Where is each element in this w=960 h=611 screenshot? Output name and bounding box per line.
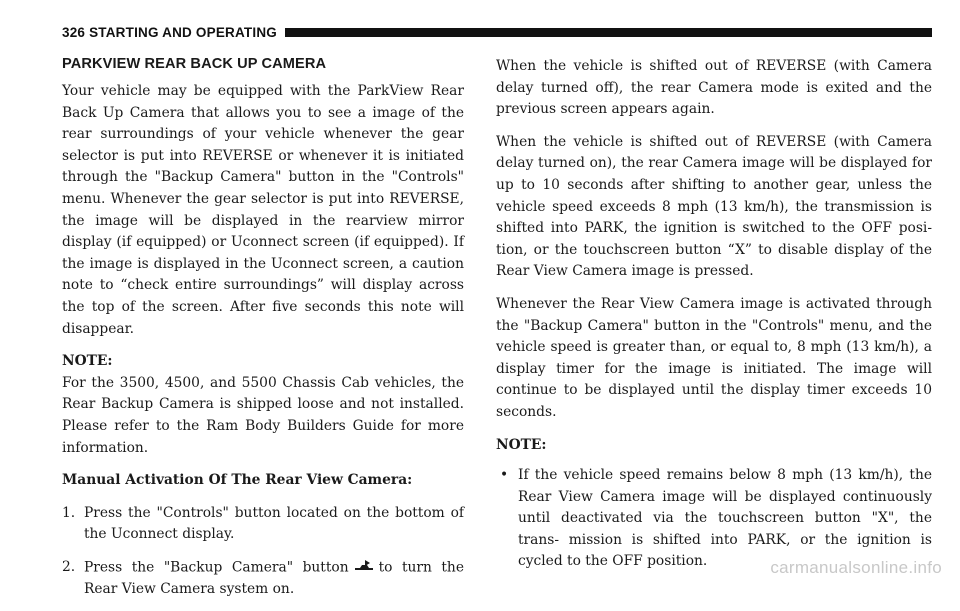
section-title: STARTING AND OPERATING <box>89 24 277 40</box>
step-number: 1. <box>62 504 76 521</box>
page-number: 326 <box>62 24 86 40</box>
step-text-before: Press the "Backup Camera" button <box>84 559 349 576</box>
bullet-glyph: • <box>500 467 509 484</box>
paragraph-reverse-delay-on: When the vehicle is shifted out of REVERSE (with Camera delay turned on), the rear Camera image will be displayed for up to 10 seconds after shifting to another gear, unless the vehicle speed exceeds 8 mph (13 km/h), the transmission is shifted into PARK, the ignition is switched to the OFF posi- tion, or the touchscreen button “X” to disable display of the Rear View Camera image is pressed. <box>496 133 932 280</box>
intro-paragraph: Your vehicle may be equipped with the ParkView Rear Back Up Camera that allows you to see a image of the rear surroundings of your vehicle whenever the gear selector is put into REVERSE or whenever it is initiated through the "Backup Camera" button in the "Controls" menu. Whenever the gear selector is put into REVERSE, the image will be displayed in the rearview mirror display (if equipped) or Uconnect screen (if equipped). If the image is displayed in the Uconnect screen, a caution note to “check entire surroundings” will display across the top of the screen. After five seconds this note will disappear. <box>62 83 464 337</box>
paragraph-manual-timer: Whenever the Rear View Camera image is activated through the "Backup Camera" button in the "Controls" menu, and the vehicle speed is greater than, or equal to, 8 mph (13 km/h), a display timer for the image is initiated. The image will continue to be displayed until the display timer exceeds 10 seconds. <box>496 295 932 420</box>
manual-activation-heading: Manual Activation Of The Rear View Camera: <box>62 472 413 489</box>
note-label: NOTE: <box>496 436 547 453</box>
note-bullets <box>496 465 932 573</box>
watermark: carmanualsonline.info <box>770 558 942 577</box>
right-column <box>496 56 932 573</box>
note-label: NOTE: <box>62 353 113 370</box>
paragraph-reverse-delay-off: When the vehicle is shifted out of REVERSE (with Camera delay turned off), the rear Camera mode is exited and the previous screen appears again. <box>496 58 932 118</box>
step-text: Press the "Controls" button located on the bottom of the Uconnect display. <box>84 504 464 543</box>
list-item <box>62 557 464 600</box>
page-header-text <box>62 25 277 40</box>
step-number: 2. <box>62 558 76 575</box>
header-rule <box>285 28 932 37</box>
steps-list <box>62 503 464 601</box>
note-paragraph: For the 3500, 4500, and 5500 Chassis Cab vehicles, the Rear Backup Camera is shipped loose and not installed. Please refer to the Ram Body Builders Guide for more information. <box>62 374 464 456</box>
page-header <box>62 22 932 42</box>
left-column <box>62 56 464 611</box>
list-item <box>496 465 932 573</box>
section-heading: PARKVIEW REAR BACK UP CAMERA <box>62 56 327 72</box>
list-item <box>62 503 464 546</box>
step-text-after: to turn the Rear View Camera system on. <box>84 559 464 597</box>
bullet-text: If the vehicle speed remains below 8 mph (13 km/h), the Rear View Camera image will be displayed continuously until deactivated via the touchscreen button "X", the trans- mission is shifted into PARK, or the ignition is cycled to the OFF position. <box>518 467 932 570</box>
backup-camera-icon <box>354 557 374 579</box>
